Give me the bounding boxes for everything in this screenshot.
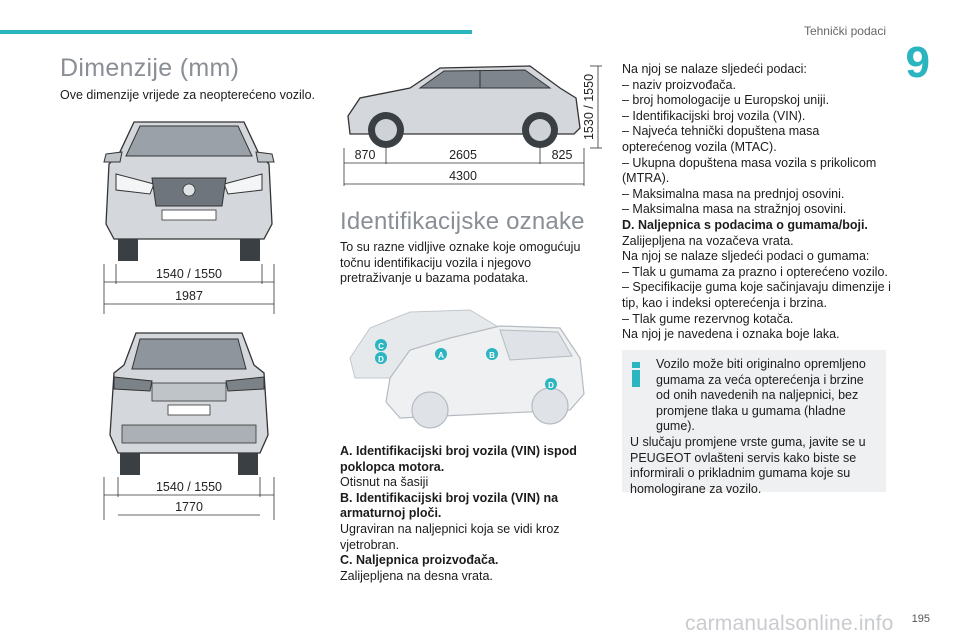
front-width-label: 1987	[175, 289, 203, 303]
header-accent-bar	[0, 30, 472, 34]
marker-d-right	[545, 378, 557, 390]
identification-items	[340, 444, 598, 584]
length-label: 4300	[449, 169, 477, 183]
list1-item: – Maksimalna masa na prednjoj osovini.	[622, 186, 845, 201]
c-data-intro: Na njoj se nalaze sljedeći podaci:	[622, 62, 807, 76]
rear-track-label: 1540 / 1550	[155, 480, 223, 494]
item-c-text: Zalijepljena na desna vrata.	[340, 568, 493, 583]
rear-overhang-label: 825	[551, 148, 573, 162]
list1-item: – Identifikacijski broj vozila (VIN).	[622, 108, 806, 123]
wheelbase-label: 2605	[449, 148, 477, 162]
rear-view-figure	[94, 325, 284, 520]
list2-item: – Specifikacije guma koje sačinjavaju dimenzije i tip, kao i indeksi opterećenja i brzina.	[622, 280, 891, 310]
right-column	[622, 62, 892, 343]
marker-c	[375, 339, 387, 351]
svg-text:C: C	[378, 342, 384, 351]
marker-b	[486, 348, 498, 360]
section-header: Tehnički podaci	[803, 24, 886, 38]
item-a-text: Otisnut na šasiji	[340, 475, 429, 490]
side-height-label: 1530 / 1550	[582, 73, 596, 141]
item-d-heading: D. Naljepnica s podacima o gumama/boji.	[622, 217, 868, 232]
d-line1: Zalijepljena na vozačeva vrata.	[622, 233, 794, 248]
info-icon	[632, 362, 640, 384]
item-a-heading: A. Identifikacijski broj vozila (VIN) ispod poklopca motora.	[340, 444, 577, 474]
svg-text:D: D	[378, 355, 384, 364]
svg-text:D: D	[548, 381, 554, 390]
info-text-2: U slučaju promjene vrste guma, javite se u PEUGEOT ovlašteni servis kako biste se informirali o prikladnim gumama koje su homologirane za vozilo.	[630, 434, 866, 496]
info-box	[622, 350, 886, 496]
list1-item: – Maksimalna masa na stražnjoj osovini.	[622, 202, 847, 217]
front-overhang-label: 870	[354, 148, 376, 162]
page-number: 195	[911, 613, 930, 625]
side-view-figure	[340, 58, 610, 188]
d-line2: Na njoj se nalaze sljedeći podaci o gumama:	[622, 249, 870, 264]
identification-title: Identifikacijske oznake	[340, 208, 585, 235]
front-track-label: 1540 / 1550	[155, 267, 223, 281]
list2-item: – Tlak gume rezervnog kotača.	[622, 311, 794, 326]
item-b-text: Ugraviran na naljepnici koja se vidi kroz vjetrobran.	[340, 521, 560, 552]
dimensions-subtitle: Ove dimenzije vrijede za neopterećeno vozilo.	[60, 88, 315, 102]
svg-text:A: A	[438, 351, 444, 360]
rear-width-label: 1770	[175, 500, 203, 514]
dimensions-title: Dimenzije (mm)	[60, 54, 240, 82]
list2-item: – Tlak u gumama za prazno i opterećeno vozilo.	[622, 264, 888, 279]
watermark: carmanualsonline.info	[685, 612, 894, 635]
item-b-heading: B. Identifikacijski broj vozila (VIN) na armaturnoj ploči.	[340, 490, 559, 521]
marker-d-left	[375, 352, 387, 364]
marker-a	[435, 348, 447, 360]
chapter-number: 9	[905, 38, 930, 87]
item-c-heading: C. Naljepnica proizvođača.	[340, 553, 499, 568]
identification-intro: To su razne vidljive oznake koje omogućuju točnu identifikaciju vozila i njegovo pretraživanje u bazama podataka.	[340, 240, 581, 286]
list1-item: – Ukupna dopuštena masa vozila s prikolicom (MTRA).	[622, 155, 877, 186]
list1-item: – Najveća tehnički dopuštena masa opterećenog vozila (MTAC).	[622, 124, 820, 154]
svg-text:B: B	[489, 351, 495, 360]
d-line3: Na njoj je navedena i oznaka boje laka.	[622, 327, 840, 342]
identification-figure	[340, 298, 590, 438]
front-view-figure	[94, 114, 284, 314]
list1-item: – broj homologacije u Europskoj uniji.	[622, 93, 830, 108]
info-text-1: Vozilo može biti originalno opremljeno gumama za veća opterećenja i brzine od onih navedenih na naljepnici, bez promjene tlaka u gumama (hladne gume).	[656, 357, 866, 434]
list1-item: – naziv proizvođača.	[622, 77, 736, 92]
